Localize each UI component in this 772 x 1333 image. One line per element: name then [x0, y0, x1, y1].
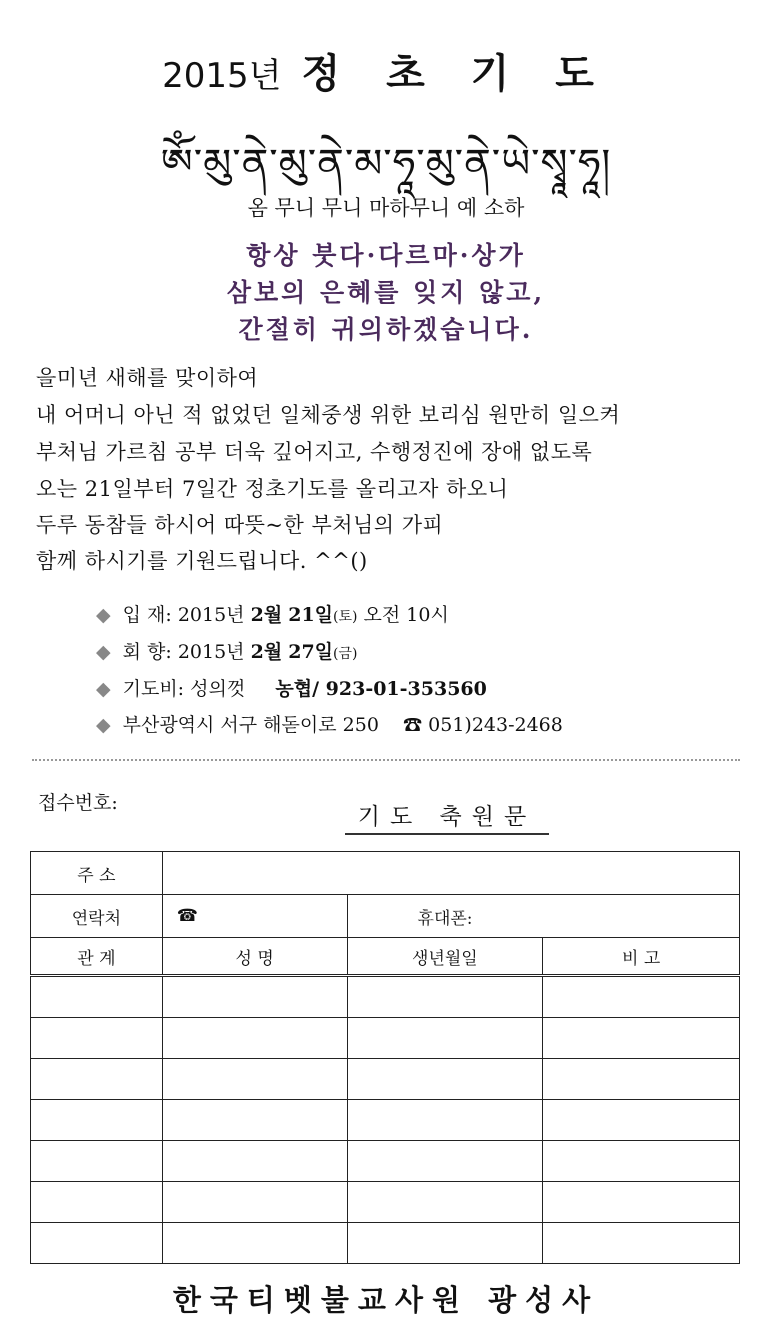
- body-line: 을미년 새해를 맞이하여: [36, 366, 259, 390]
- vow-line: 간절히 귀의하겠습니다.: [238, 315, 534, 344]
- form-cell[interactable]: [162, 1100, 347, 1141]
- form-cell[interactable]: [31, 1018, 163, 1059]
- form-cell[interactable]: [543, 976, 740, 1018]
- info-address: ◆ 부산광역시 서구 해돋이로 250 ☎ 051)243-2468: [96, 714, 563, 736]
- form-cell[interactable]: [543, 1182, 740, 1223]
- form-cell[interactable]: [31, 976, 163, 1018]
- form-cell[interactable]: [31, 1182, 163, 1223]
- form-cell[interactable]: [31, 1223, 163, 1264]
- form-cell[interactable]: [162, 1223, 347, 1264]
- table-row: [31, 1182, 740, 1223]
- form-cell[interactable]: [347, 1100, 543, 1141]
- address-label: 주 소: [31, 852, 163, 895]
- diamond-bullet-icon: ◆: [96, 604, 111, 626]
- table-row: [31, 1141, 740, 1182]
- column-header: 비 고: [543, 938, 740, 976]
- form-cell[interactable]: [543, 1100, 740, 1141]
- body-line: 부처님 가르침 공부 더욱 깊어지고, 수행정진에 장애 없도록: [36, 440, 593, 464]
- bank-account: 농협/ 923-01-353560: [275, 678, 487, 700]
- form-cell[interactable]: [162, 976, 347, 1018]
- phone-field[interactable]: [162, 895, 347, 938]
- diamond-bullet-icon: ◆: [96, 641, 111, 663]
- info-start: ◆ 입 재: 2015년 2월 21일(토) 오전 10시: [96, 604, 449, 626]
- footer-temple-name: 한국티벳불교사원 광성사: [172, 1283, 600, 1317]
- table-row: [31, 1100, 740, 1141]
- body-line: 내 어머니 아닌 적 없었던 일체중생 위한 보리심 원만히 일으켜: [36, 403, 621, 427]
- vow-line: 항상 붓다·다르마·상가: [246, 241, 526, 270]
- body-line: 오는 21일부터 7일간 정초기도를 올리고자 하오니: [36, 477, 509, 501]
- form-cell[interactable]: [162, 1018, 347, 1059]
- form-cell[interactable]: [162, 1059, 347, 1100]
- info-fee: ◆ 기도비: 성의껏 농협/ 923-01-353560: [96, 678, 487, 700]
- receipt-label: 접수번호:: [38, 792, 118, 814]
- table-row: [31, 1018, 740, 1059]
- form-cell[interactable]: [347, 1141, 543, 1182]
- form-cell[interactable]: [543, 1223, 740, 1264]
- column-header: 생년월일: [347, 938, 543, 976]
- form-cell[interactable]: [162, 1182, 347, 1223]
- column-header: 성 명: [162, 938, 347, 976]
- form-cell[interactable]: [543, 1059, 740, 1100]
- form-cell[interactable]: [543, 1018, 740, 1059]
- form-cell[interactable]: [162, 1141, 347, 1182]
- contact-label: 연락처: [31, 895, 163, 938]
- form-cell[interactable]: [31, 1059, 163, 1100]
- form-cell[interactable]: [31, 1100, 163, 1141]
- phone-icon: ☎: [176, 906, 198, 926]
- form-cell[interactable]: [543, 1141, 740, 1182]
- mantra-korean: 옴 무니 무니 마하무니 예 소하: [247, 196, 525, 220]
- title-main: 정 초 기 도: [301, 50, 610, 97]
- table-row: [31, 1223, 740, 1264]
- form-cell[interactable]: [347, 976, 543, 1018]
- mobile-field[interactable]: 휴대폰:: [347, 895, 739, 938]
- title-year: 2015년: [162, 56, 282, 96]
- diamond-bullet-icon: ◆: [96, 678, 111, 700]
- column-header: 관 계: [31, 938, 163, 976]
- form-cell[interactable]: [347, 1223, 543, 1264]
- form-cell[interactable]: [347, 1059, 543, 1100]
- tibetan-mantra: ཨོཾ་མུ་ནེ་མུ་ནེ་མ་ཧཱ་མུ་ནེ་ཡེ་སྭཱ་ཧཱ།: [160, 141, 612, 187]
- table-row: [31, 976, 740, 1018]
- form-cell[interactable]: [347, 1018, 543, 1059]
- divider: [32, 759, 740, 761]
- diamond-bullet-icon: ◆: [96, 714, 111, 736]
- form-cell[interactable]: [31, 1141, 163, 1182]
- body-line: 함께 하시기를 기원드립니다. ^^(): [36, 549, 368, 573]
- vow-line: 삼보의 은혜를 잊지 않고,: [226, 278, 546, 307]
- body-line: 두루 동참들 하시어 따뜻~한 부처님의 가피: [36, 513, 444, 537]
- form-cell[interactable]: [347, 1182, 543, 1223]
- address-field[interactable]: [162, 852, 739, 895]
- page-title: [0, 42, 772, 99]
- table-row: [31, 1059, 740, 1100]
- info-end: ◆ 회 향: 2015년 2월 27일(금): [96, 641, 358, 663]
- prayer-form-table: [30, 851, 740, 1264]
- phone-icon: ☎: [403, 714, 423, 736]
- form-title: 기도 축원문: [345, 798, 549, 835]
